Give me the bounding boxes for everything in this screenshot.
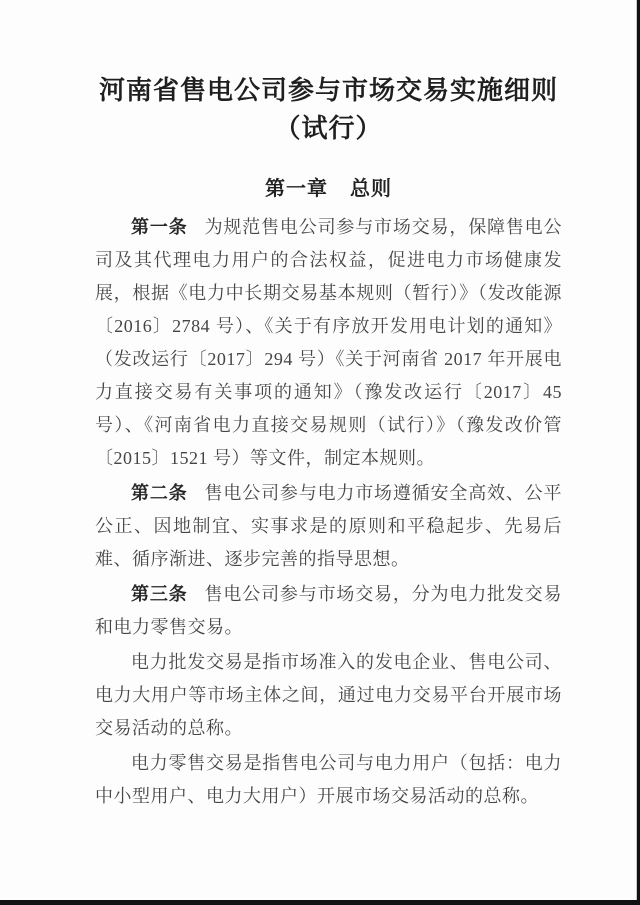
article-paragraph-4 (95, 646, 562, 745)
scan-edge-bottom (0, 900, 640, 905)
document-title-line2: （试行） (274, 114, 383, 143)
article-paragraph-3 (95, 578, 562, 644)
article-text-4: 电力批发交易是指市场准入的发电企业、售电公司、电力大用户等市场主体之间，通过电力交易平台开展市场交易活动的总称。 (95, 652, 562, 738)
article-text-1: 为规范售电公司参与市场交易，保障售电公司及其代理电力用户的合法权益，促进电力市场健康发展，根据《电力中长期交易基本规则（暂行）》（发改能源〔2016〕2784 号）、《关于有序放开发用电计划的通知》（发改运行〔2017〕294 号）《关于河南省 2017 年开展电力直接交易有关事项的通知》（豫发改运行〔2017〕45 号）、《河南省电力直接交易规则（试行）》（豫发改价管〔2015〕1521 号）等文件，制定本规则。 (95, 217, 563, 468)
article-number-3: 第三条 (131, 584, 188, 604)
chapter-heading (95, 174, 562, 204)
article-text-3: 售电公司参与市场交易，分为电力批发交易和电力零售交易。 (95, 584, 563, 637)
article-paragraph-5 (95, 747, 562, 813)
document-title-line1: 河南省售电公司参与市场交易实施细则 (98, 76, 558, 105)
article-paragraph-2 (95, 477, 562, 576)
article-text-2: 售电公司参与电力市场遵循安全高效、公平公正、因地制宜、实事求是的原则和平稳起步、先易后难、循序渐进、逐步完善的指导思想。 (95, 483, 563, 569)
article-paragraph-1 (95, 211, 562, 475)
document-title (95, 72, 562, 148)
article-number-1: 第一条 (131, 217, 188, 237)
article-text-5: 电力零售交易是指售电公司与电力用户（包括：电力中小型用户、电力大用户）开展市场交易活动的总称。 (95, 753, 562, 806)
article-number-2: 第二条 (131, 483, 188, 503)
chapter-title: 总则 (350, 178, 392, 200)
document-content (95, 0, 562, 815)
chapter-number: 第一章 (265, 178, 328, 200)
document-body (95, 211, 562, 813)
